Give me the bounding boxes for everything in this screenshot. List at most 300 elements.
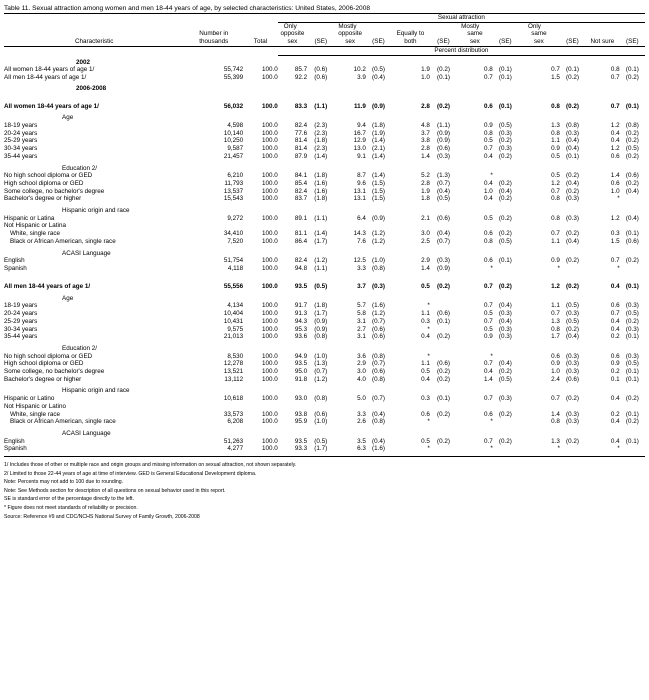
cell-percent: 93.6 xyxy=(294,333,308,341)
cell-percent: 0.7 xyxy=(610,310,620,318)
cell-percent: 87.9 xyxy=(294,152,308,160)
row-label: All men 18-44 years of age 1/ xyxy=(4,73,87,81)
table-row xyxy=(4,130,645,138)
cell-percent: 0.5 xyxy=(421,282,430,290)
cell-se: (0.6) xyxy=(371,368,385,376)
cell-total: 100.0 xyxy=(262,195,278,203)
data-table xyxy=(4,13,645,453)
cell-se: (0.3) xyxy=(566,310,579,318)
cell-percent: 1.8 xyxy=(421,195,430,203)
cell-percent: 9.6 xyxy=(357,179,366,187)
table-row xyxy=(4,122,645,130)
cell-se: (0.3) xyxy=(437,152,450,160)
cell-percent: 91.8 xyxy=(294,375,308,383)
table-row xyxy=(4,265,645,273)
cell-se: (0.3) xyxy=(498,325,512,333)
cell-se: (0.8) xyxy=(566,122,579,130)
cell-se: (1.4) xyxy=(371,152,385,160)
cell-total: 100.0 xyxy=(262,137,278,145)
cell-total: 100.0 xyxy=(262,172,278,180)
cell-percent: * xyxy=(427,445,430,453)
table-row xyxy=(4,66,645,74)
cell-se: (0.3) xyxy=(566,129,579,137)
cell-percent: 0.6 xyxy=(610,302,620,310)
row-label: 18-19 years xyxy=(4,122,38,130)
cell-percent: 95.9 xyxy=(294,418,308,426)
cell-total: 100.0 xyxy=(262,325,278,333)
footnote: 1/ Includes those of other or multiple race and origin groups and missing information on sexual attraction, not shown separately. xyxy=(4,462,297,469)
cell-percent: * xyxy=(427,302,430,310)
cell-se xyxy=(430,353,457,361)
cell-se: (1.6) xyxy=(371,445,385,453)
row-label: Bachelor's degree or higher xyxy=(4,375,82,383)
cell-se: (0.4) xyxy=(498,317,512,325)
header-only-opposite-1: Only xyxy=(283,22,297,30)
table-row xyxy=(4,310,645,318)
cell-percent: 85.4 xyxy=(294,179,308,187)
cell-percent: 0.7 xyxy=(610,257,620,265)
cell-percent: 1.5 xyxy=(551,73,560,81)
cell-number: 51,754 xyxy=(223,257,244,265)
cell-se: (0.9) xyxy=(314,325,328,333)
group-row xyxy=(4,110,645,122)
cell-percent: 81.4 xyxy=(294,137,308,145)
header-only-same-2: same xyxy=(531,30,547,38)
cell-se: (0.3) xyxy=(566,352,579,360)
group-row xyxy=(4,161,645,173)
table-row xyxy=(4,215,645,223)
cell-number: 9,587 xyxy=(227,145,244,153)
cell-se: (1.2) xyxy=(371,237,385,245)
cell-se: (1.8) xyxy=(314,137,328,145)
cell-percent: * xyxy=(427,418,430,426)
cell-percent: * xyxy=(617,445,620,453)
cell-se: (0.1) xyxy=(566,66,579,74)
row-label: 30-34 years xyxy=(4,145,38,153)
cell-se xyxy=(430,326,457,334)
cell-percent: 0.6 xyxy=(610,152,620,160)
cell-se: (0.6) xyxy=(437,360,450,368)
cell-se: (0.4) xyxy=(498,187,512,195)
cell-percent: 1.2 xyxy=(551,282,560,290)
cell-se: (0.2) xyxy=(625,317,639,325)
cell-number: 56,032 xyxy=(223,102,244,110)
header-mostly-same-2: same xyxy=(467,30,483,38)
cell-se: (0.4) xyxy=(625,214,639,222)
cell-se: (1.8) xyxy=(314,172,328,180)
cell-percent: 5.0 xyxy=(357,395,366,403)
cell-se: (0.2) xyxy=(566,102,579,110)
cell-total: 100.0 xyxy=(262,122,278,130)
cell-percent: 0.4 xyxy=(610,317,620,325)
cell-se: (0.1) xyxy=(437,73,450,81)
row-label: No high school diploma or GED xyxy=(4,172,93,180)
cell-percent: 0.7 xyxy=(551,187,560,195)
cell-se: (0.4) xyxy=(498,302,512,310)
table-row xyxy=(4,153,645,161)
cell-percent: 3.6 xyxy=(357,352,366,360)
cell-number: 13,112 xyxy=(224,375,244,383)
row-label: No high school diploma or GED xyxy=(4,352,93,360)
header-equally-2: both xyxy=(391,38,430,46)
cell-percent: 95.0 xyxy=(294,368,308,376)
cell-percent: 1.4 xyxy=(551,410,560,418)
cell-se: (0.6) xyxy=(625,237,639,245)
cell-se: (0.6) xyxy=(314,73,328,81)
cell-percent: 10.2 xyxy=(353,66,366,74)
cell-se: (1.2) xyxy=(314,257,328,265)
table-row xyxy=(4,195,645,203)
cell-percent: 0.4 xyxy=(484,152,493,160)
cell-percent: 0.4 xyxy=(610,325,620,333)
header-se: (SE) xyxy=(493,38,518,46)
cell-percent: 2.9 xyxy=(357,360,366,368)
cell-percent: 2.9 xyxy=(421,257,430,265)
cell-se: (0.2) xyxy=(437,282,450,290)
cell-percent: 2.8 xyxy=(421,102,430,110)
header-number-2: thousands xyxy=(184,38,243,46)
cell-total: 100.0 xyxy=(262,187,278,195)
cell-percent: 0.5 xyxy=(421,368,430,376)
cell-percent: 0.7 xyxy=(484,395,493,403)
cell-se: (0.7) xyxy=(371,360,385,368)
cell-percent: * xyxy=(617,264,620,272)
cell-se xyxy=(430,418,457,426)
cell-se: (0.2) xyxy=(498,179,512,187)
cell-total: 100.0 xyxy=(262,237,278,245)
cell-se: (0.2) xyxy=(437,368,450,376)
cell-se: (0.6) xyxy=(625,172,639,180)
cell-se: (0.2) xyxy=(498,137,512,145)
header-characteristic: Characteristic xyxy=(4,38,184,46)
row-label: All women 18-44 years of age 1/ xyxy=(4,66,95,74)
group-row xyxy=(4,291,645,303)
cell-se: (0.1) xyxy=(625,437,639,445)
cell-se: (0.2) xyxy=(566,172,579,180)
cell-total: 100.0 xyxy=(262,360,278,368)
cell-total: 100.0 xyxy=(262,257,278,265)
cell-percent: 0.2 xyxy=(610,368,620,376)
cell-percent: 1.0 xyxy=(484,187,493,195)
cell-percent: 0.4 xyxy=(421,375,430,383)
group-heading: Age xyxy=(62,294,74,302)
cell-se: (1.7) xyxy=(314,237,328,245)
cell-percent: 83.3 xyxy=(294,102,308,110)
cell-se: (1.5) xyxy=(371,195,385,203)
cell-percent: 12.9 xyxy=(353,137,366,145)
cell-number: 10,618 xyxy=(223,395,244,403)
cell-se: (0.2) xyxy=(498,230,512,238)
cell-se: (2.3) xyxy=(314,129,328,137)
cell-se: (0.5) xyxy=(498,237,512,245)
cell-total: 100.0 xyxy=(262,282,278,290)
cell-se: (1.2) xyxy=(371,310,385,318)
label-row xyxy=(4,222,645,230)
cell-se xyxy=(430,445,457,453)
cell-se: (0.6) xyxy=(371,325,385,333)
cell-percent: * xyxy=(490,418,493,426)
cell-percent: 0.4 xyxy=(484,195,493,203)
cell-se: (0.2) xyxy=(566,282,579,290)
cell-se: (0.1) xyxy=(625,368,639,376)
footnote: Note: Percents may not add to 100 due to rounding. xyxy=(4,479,124,486)
cell-percent: * xyxy=(427,325,430,333)
cell-percent: 0.5 xyxy=(551,152,560,160)
cell-percent: 0.6 xyxy=(484,410,493,418)
cell-percent: 95.3 xyxy=(294,325,308,333)
cell-se: (0.4) xyxy=(371,410,385,418)
cell-percent: 0.8 xyxy=(551,195,560,203)
cell-percent: 1.1 xyxy=(421,360,430,368)
cell-se: (0.1) xyxy=(625,333,639,341)
cell-number: 6,210 xyxy=(227,172,244,180)
cell-se: (0.6) xyxy=(314,410,328,418)
cell-percent: 1.3 xyxy=(551,437,560,445)
cell-percent: 0.6 xyxy=(610,352,620,360)
header-se: (SE) xyxy=(307,38,334,46)
cell-se: (1.4) xyxy=(314,230,328,238)
table-body xyxy=(4,55,645,453)
cell-percent: 0.4 xyxy=(484,179,493,187)
row-label: White, single race xyxy=(10,410,61,418)
cell-number: 21,013 xyxy=(223,333,244,341)
cell-percent: 0.3 xyxy=(421,317,430,325)
cell-percent: 0.7 xyxy=(484,317,493,325)
cell-number: 4,118 xyxy=(227,264,244,272)
table-row xyxy=(4,368,645,376)
cell-se: (0.3) xyxy=(498,310,512,318)
cell-se: (0.6) xyxy=(437,145,450,153)
cell-se: (0.5) xyxy=(437,195,450,203)
row-label: 20-24 years xyxy=(4,310,38,318)
cell-percent: 3.7 xyxy=(421,129,430,137)
cell-se: (2.3) xyxy=(314,122,328,130)
cell-percent: 4.8 xyxy=(421,122,430,130)
cell-se: (1.4) xyxy=(314,152,328,160)
cell-percent: 0.4 xyxy=(421,333,430,341)
cell-se: (1.4) xyxy=(371,172,385,180)
cell-se xyxy=(560,265,585,273)
cell-percent: 2.8 xyxy=(421,179,430,187)
cell-number: 34,410 xyxy=(223,230,244,238)
table-row xyxy=(4,333,645,341)
cell-percent: 1.1 xyxy=(551,237,560,245)
group-row xyxy=(4,203,645,215)
cell-percent: 3.7 xyxy=(357,282,366,290)
cell-number: 55,742 xyxy=(223,66,244,74)
cell-se: (2.1) xyxy=(371,145,385,153)
cell-se: (0.7) xyxy=(314,368,328,376)
cell-se xyxy=(620,265,645,273)
cell-se: (0.1) xyxy=(498,102,512,110)
cell-percent: 13.1 xyxy=(353,187,366,195)
cell-percent: 0.5 xyxy=(551,172,560,180)
section-row xyxy=(4,55,645,66)
cell-percent: 0.8 xyxy=(551,129,560,137)
cell-se: (1.9) xyxy=(371,129,385,137)
cell-percent: 5.8 xyxy=(357,310,366,318)
cell-percent: 0.7 xyxy=(484,360,493,368)
cell-se: (0.1) xyxy=(625,410,639,418)
cell-se: (0.6) xyxy=(314,66,328,74)
cell-total: 100.0 xyxy=(262,352,278,360)
cell-se: (1.7) xyxy=(314,445,328,453)
cell-se: (1.5) xyxy=(371,187,385,195)
cell-percent: 3.5 xyxy=(357,437,366,445)
cell-percent: 1.0 xyxy=(610,187,620,195)
cell-number: 12,278 xyxy=(223,360,244,368)
cell-percent: 2.6 xyxy=(357,418,366,426)
cell-se: (0.3) xyxy=(371,282,385,290)
cell-percent: 0.6 xyxy=(484,230,493,238)
cell-percent: 84.1 xyxy=(294,172,308,180)
cell-percent: 1.2 xyxy=(610,122,620,130)
table-row xyxy=(4,74,645,82)
cell-se: (0.2) xyxy=(566,395,579,403)
row-label: Black or African American, single race xyxy=(10,418,116,426)
cell-percent: * xyxy=(490,172,493,180)
cell-se: (0.9) xyxy=(437,137,450,145)
cell-percent: 1.9 xyxy=(421,187,430,195)
cell-percent: 82.4 xyxy=(294,257,308,265)
cell-percent: 13.0 xyxy=(353,145,366,153)
cell-percent: 0.8 xyxy=(551,102,560,110)
row-label: Spanish xyxy=(4,264,27,272)
cell-se: (0.3) xyxy=(566,410,579,418)
cell-total: 100.0 xyxy=(262,264,278,272)
section-heading: 2006-2008 xyxy=(76,84,107,92)
cell-se: (0.3) xyxy=(498,145,512,153)
cell-percent: 0.6 xyxy=(421,410,430,418)
row-label: High school diploma or GED xyxy=(4,179,84,187)
cell-se: (0.1) xyxy=(625,66,639,74)
cell-percent: 1.4 xyxy=(421,264,430,272)
header-not-sure: Not sure xyxy=(585,38,620,46)
cell-se: (1.0) xyxy=(314,418,328,426)
cell-se: (0.5) xyxy=(566,317,579,325)
header-se: (SE) xyxy=(366,38,391,46)
footnote: SE is standard error of the percentage directly to the left. xyxy=(4,496,135,503)
cell-se: (0.5) xyxy=(371,66,385,74)
header-mostly-same-3: sex xyxy=(457,38,493,46)
cell-se: (0.2) xyxy=(566,73,579,81)
cell-percent: * xyxy=(490,445,493,453)
cell-percent: 2.1 xyxy=(421,214,430,222)
cell-percent: 93.5 xyxy=(294,282,308,290)
cell-se: (0.4) xyxy=(371,437,385,445)
cell-percent: 91.3 xyxy=(294,310,308,318)
cell-number: 13,537 xyxy=(223,187,244,195)
header-only-opposite-3: sex xyxy=(278,38,307,46)
cell-percent: 12.5 xyxy=(353,257,366,265)
cell-percent: 0.8 xyxy=(484,237,493,245)
cell-se xyxy=(560,445,585,453)
group-heading: Hispanic origin and race xyxy=(62,207,130,215)
cell-percent: 89.1 xyxy=(294,214,308,222)
cell-percent: 3.8 xyxy=(421,137,430,145)
cell-se: (0.3) xyxy=(566,195,579,203)
cell-percent: 81.1 xyxy=(294,230,308,238)
cell-number: 7,520 xyxy=(227,237,244,245)
cell-se xyxy=(493,445,518,453)
row-label: Not Hispanic or Latina xyxy=(4,222,66,230)
group-heading: Hispanic origin and race xyxy=(62,387,130,395)
cell-number: 4,277 xyxy=(227,445,244,453)
cell-total: 100.0 xyxy=(262,179,278,187)
cell-se: (1.4) xyxy=(371,137,385,145)
cell-percent: 3.1 xyxy=(357,317,366,325)
section-row xyxy=(4,82,645,93)
header-total: Total xyxy=(243,38,278,46)
cell-se: (0.2) xyxy=(566,325,579,333)
cell-percent: 0.7 xyxy=(484,437,493,445)
cell-total: 100.0 xyxy=(262,230,278,238)
cell-se: (0.3) xyxy=(498,129,512,137)
header-only-opposite-2: opposite xyxy=(280,30,305,38)
cell-se: (0.4) xyxy=(437,187,450,195)
footnotes xyxy=(4,456,645,521)
cell-se: (0.8) xyxy=(371,352,385,360)
header-se: (SE) xyxy=(430,38,457,46)
cell-percent: * xyxy=(490,352,493,360)
cell-se: (0.4) xyxy=(566,179,579,187)
cell-number: 55,556 xyxy=(223,282,244,290)
cell-percent: 9.1 xyxy=(357,152,366,160)
header-se: (SE) xyxy=(620,38,645,46)
cell-number: 33,573 xyxy=(223,410,244,418)
cell-percent: 3.3 xyxy=(357,264,366,272)
cell-number: 51,263 xyxy=(223,437,244,445)
table-row xyxy=(4,257,645,265)
cell-percent: 2.8 xyxy=(421,145,430,153)
section-heading: 2002 xyxy=(76,58,91,66)
cell-se: (1.2) xyxy=(314,375,328,383)
cell-percent: 0.3 xyxy=(421,395,430,403)
cell-se: (0.2) xyxy=(566,187,579,195)
cell-percent: 0.9 xyxy=(484,122,493,130)
table-row xyxy=(4,188,645,196)
cell-number: 9,272 xyxy=(227,214,244,222)
group-heading: Age xyxy=(62,114,74,122)
cell-se: (0.8) xyxy=(625,122,639,130)
table-row xyxy=(4,376,645,384)
cell-percent: 92.2 xyxy=(294,73,308,81)
cell-se: (0.2) xyxy=(625,129,639,137)
cell-percent: 0.8 xyxy=(551,325,560,333)
cell-percent: 0.7 xyxy=(551,395,560,403)
cell-se: (0.1) xyxy=(566,152,579,160)
cell-se: (0.8) xyxy=(371,418,385,426)
row-label: Black or African American, single race xyxy=(10,237,116,245)
cell-se: (1.1) xyxy=(437,122,450,130)
cell-total: 100.0 xyxy=(262,317,278,325)
cell-total: 100.0 xyxy=(262,214,278,222)
cell-total: 100.0 xyxy=(262,302,278,310)
cell-percent: 94.9 xyxy=(294,352,308,360)
table-row xyxy=(4,302,645,310)
cell-se: (0.8) xyxy=(314,395,328,403)
cell-percent: 1.5 xyxy=(610,237,620,245)
row-label: 25-29 years xyxy=(4,317,38,325)
cell-percent: * xyxy=(490,264,493,272)
cell-percent: 5.2 xyxy=(421,172,430,180)
cell-percent: 0.5 xyxy=(484,325,493,333)
cell-se: (0.2) xyxy=(625,418,639,426)
cell-se: (0.6) xyxy=(437,214,450,222)
cell-total: 100.0 xyxy=(262,395,278,403)
spanner-header: Sexual attraction xyxy=(278,14,645,23)
row-label: Hispanic or Latina xyxy=(4,214,55,222)
